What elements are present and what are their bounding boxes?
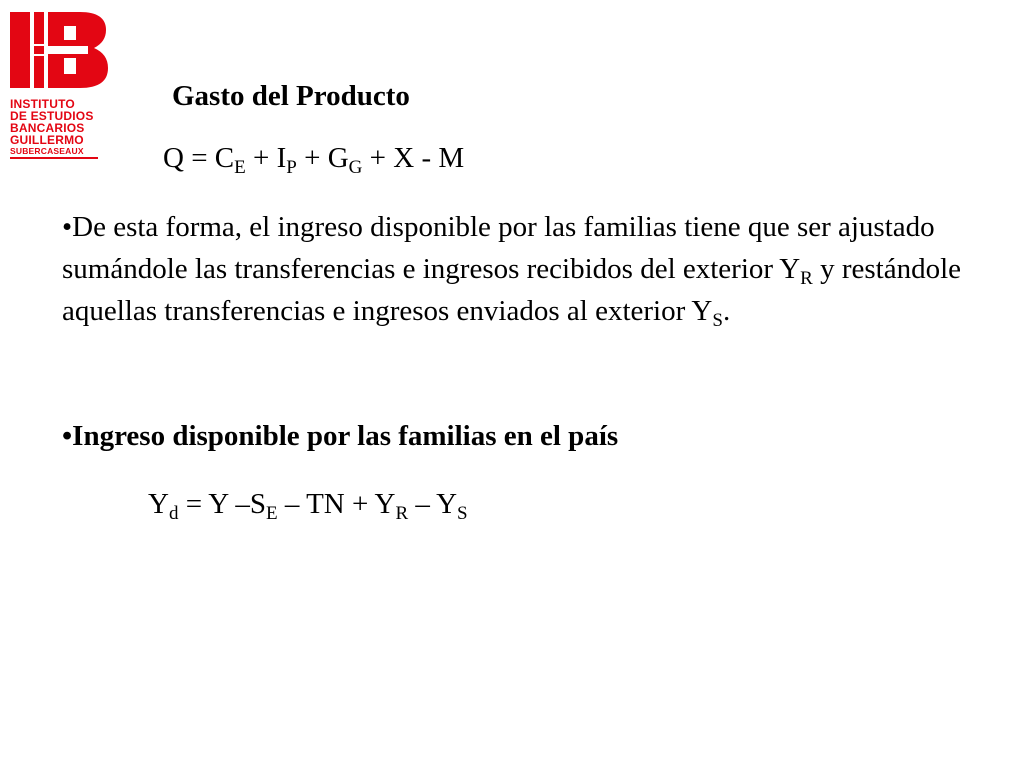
logo-line-2: DE ESTUDIOS [10, 109, 94, 123]
formula-gasto [163, 142, 465, 178]
formula-ingreso-subscript: d [168, 503, 179, 524]
bullet-marker: • [62, 211, 73, 243]
bullet-marker: • [62, 420, 73, 452]
bullet-heading-text: Ingreso disponible por las familias en el país [72, 420, 619, 452]
formula-ingreso-subscript: R [395, 503, 409, 524]
formula-gasto-part: + I [245, 142, 287, 174]
logo-line-4: GUILLERMO [10, 133, 84, 147]
logo-mark-icon [10, 12, 110, 88]
formula-ingreso-part: = Y –S [178, 488, 266, 520]
logo-line-3: BANCARIOS [10, 121, 85, 135]
slide-title: Gasto del Producto [172, 80, 410, 112]
paragraph-text: y restándole aquellas transferencias e ingresos enviados al exterior Y [62, 253, 962, 327]
formula-ingreso-subscript: E [265, 503, 278, 524]
formula-ingreso-part: – TN + Y [277, 488, 396, 520]
logo-line-5: SUBERCASEAUX [10, 146, 84, 156]
formula-ingreso-part: – Y [408, 488, 458, 520]
formula-ingreso-subscript: S [457, 503, 468, 524]
formula-gasto-part: + X - M [362, 142, 465, 174]
formula-gasto-subscript: P [286, 157, 297, 178]
logo-text [10, 98, 110, 159]
bullet-paragraph [62, 206, 1002, 332]
iebgs-logo [10, 12, 110, 162]
formula-gasto-part: + G [296, 142, 349, 174]
formula-gasto-subscript: E [234, 157, 246, 178]
paragraph-subscript: S [712, 310, 723, 331]
paragraph-text: De esta forma, el ingreso disponible por las familias tiene que ser ajustado sumándole las transferencias e ingresos recibidos del exterior Y [62, 211, 935, 285]
paragraph-text: . [722, 295, 731, 327]
formula-gasto-subscript: G [348, 157, 363, 178]
paragraph-subscript: R [800, 268, 813, 289]
logo-underline [10, 157, 98, 159]
bullet-heading [62, 420, 618, 453]
formula-gasto-part: Q = C [163, 142, 235, 174]
logo-line-1: INSTITUTO [10, 97, 75, 111]
formula-ingreso [148, 488, 468, 524]
formula-ingreso-part: Y [148, 488, 169, 520]
